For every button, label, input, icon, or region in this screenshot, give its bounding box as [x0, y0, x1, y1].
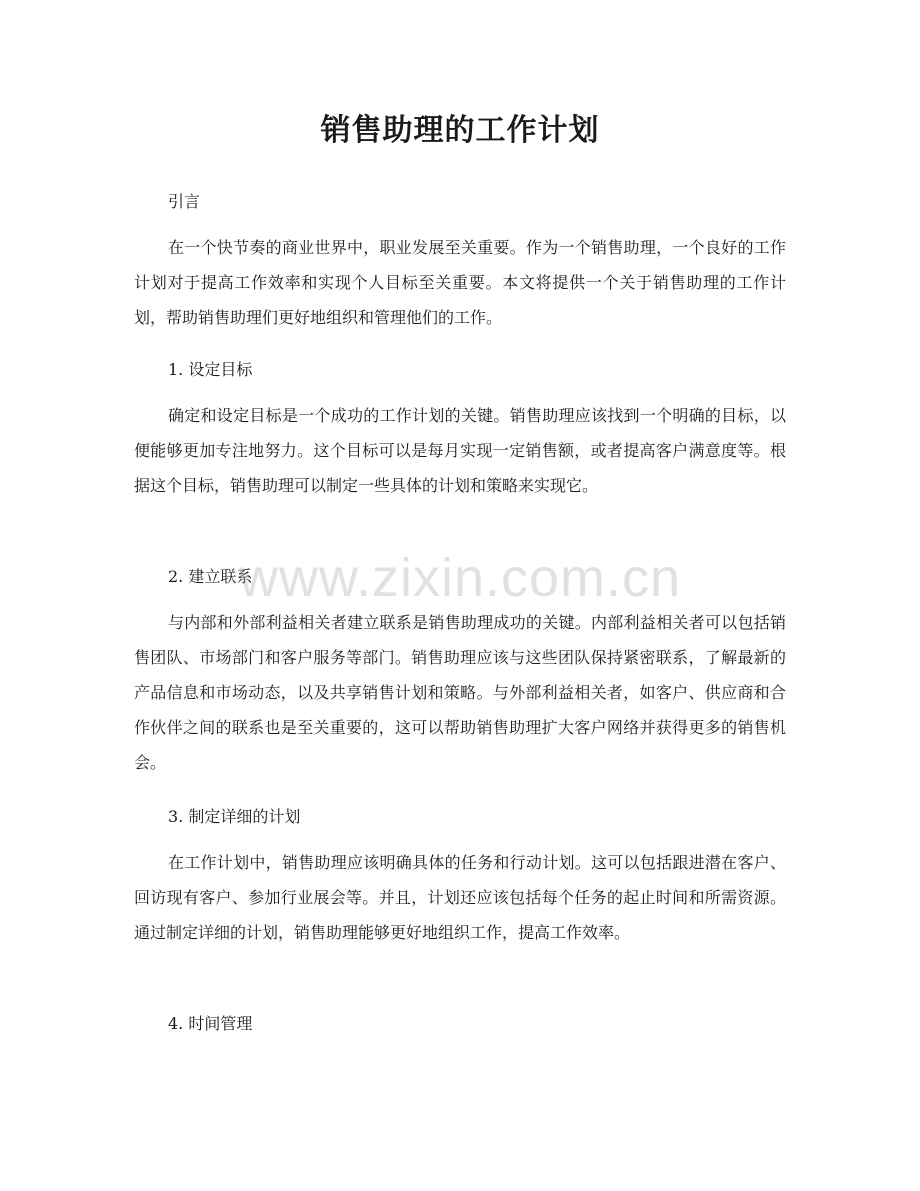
watermark: www.zixin.com.cn	[238, 548, 682, 608]
section-paragraph-3: 在工作计划中，销售助理应该明确具体的任务和行动计划。这可以包括跟进潜在客户、回访现有客户、参加行业展会等。并且，计划还应该包括每个任务的起止时间和所需资源。通过制定详细的计划，销售助理能够更好地组织工作，提高工作效率。	[134, 853, 786, 942]
section-heading-intro: 引言	[168, 192, 201, 211]
section-paragraph-intro: 在一个快节奏的商业世界中，职业发展至关重要。作为一个销售助理，一个良好的工作计划对于提高工作效率和实现个人目标至关重要。本文将提供一个关于销售助理的工作计划，帮助销售助理们更好地组织和管理他们的工作。	[134, 238, 786, 327]
document-title: 销售助理的工作计划	[320, 113, 600, 148]
section-heading-4: 4. 时间管理	[168, 1014, 253, 1033]
section-heading-2: 2. 建立联系	[168, 567, 253, 586]
section-paragraph-2: 与内部和外部利益相关者建立联系是销售助理成功的关键。内部利益相关者可以包括销售团队、市场部门和客户服务等部门。销售助理应该与这些团队保持紧密联系，了解最新的产品信息和市场动态，以及共享销售计划和策略。与外部利益相关者，如客户、供应商和合作伙伴之间的联系也是至关重要的，这可以帮助销售助理扩大客户网络并获得更多的销售机会。	[134, 613, 786, 772]
section-paragraph-1: 确定和设定目标是一个成功的工作计划的关键。销售助理应该找到一个明确的目标，以便能够更加专注地努力。这个目标可以是每月实现一定销售额，或者提高客户满意度等。根据这个目标，销售助理可以制定一些具体的计划和策略来实现它。	[134, 406, 786, 495]
section-heading-3: 3. 制定详细的计划	[168, 807, 301, 826]
section-heading-1: 1. 设定目标	[168, 360, 253, 379]
